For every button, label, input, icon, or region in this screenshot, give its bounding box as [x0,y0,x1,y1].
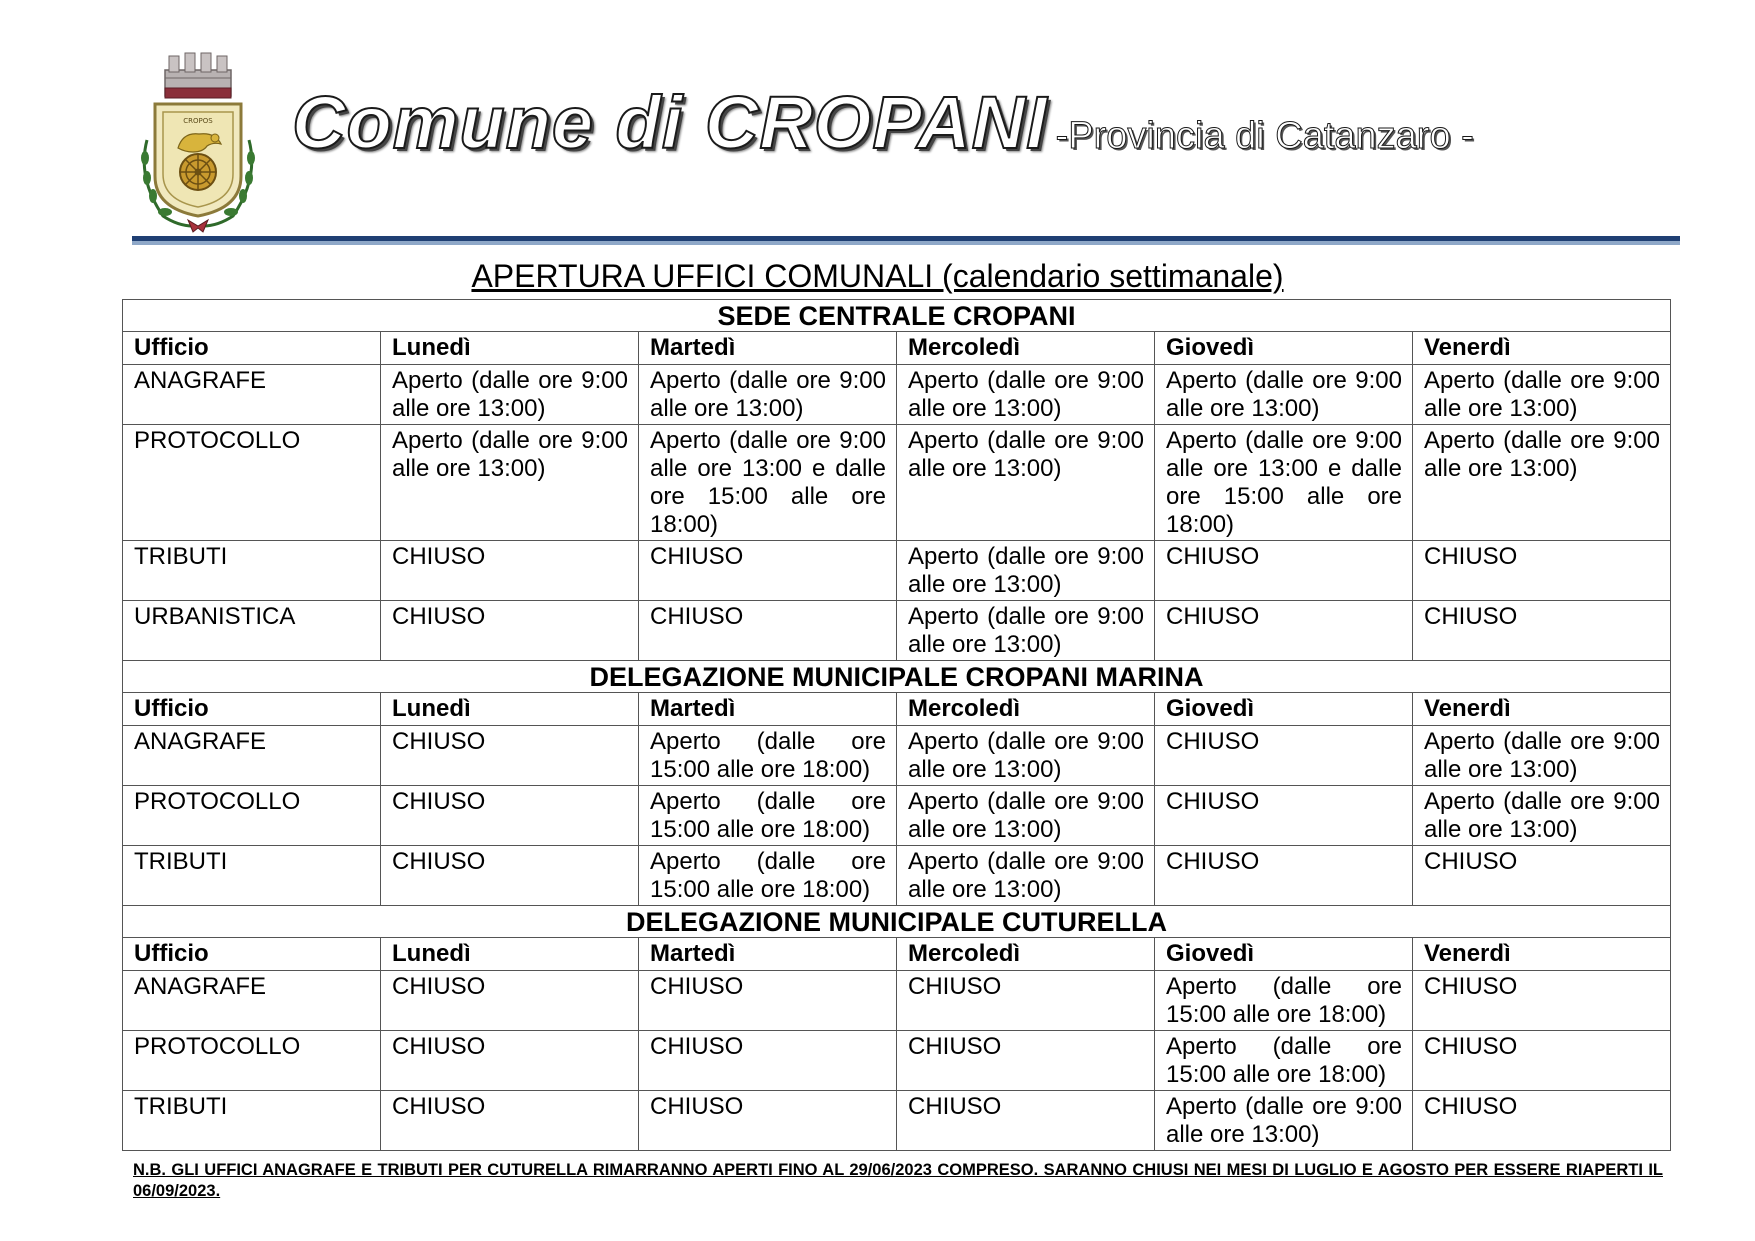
column-header-office: Ufficio [123,938,381,971]
hours-cell-martedi: CHIUSO [639,541,897,601]
office-name: PROTOCOLLO [123,786,381,846]
hours-cell-martedi: Aperto (dalle ore 15:00 alle ore 18:00) [639,726,897,786]
column-header-venerdi: Venerdì [1413,693,1671,726]
hours-cell-mercoledi: Aperto (dalle ore 9:00 alle ore 13:00) [897,365,1155,425]
hours-cell-venerdi: Aperto (dalle ore 9:00 alle ore 13:00) [1413,425,1671,541]
hours-cell-martedi: CHIUSO [639,971,897,1031]
column-header-giovedi: Giovedì [1155,693,1413,726]
column-header-mercoledi: Mercoledì [897,332,1155,365]
section-row [123,661,1671,693]
column-header-giovedi: Giovedì [1155,332,1413,365]
office-name: ANAGRAFE [123,971,381,1031]
hours-cell-lunedi: CHIUSO [381,726,639,786]
hours-cell-martedi: CHIUSO [639,1031,897,1091]
column-header-office: Ufficio [123,332,381,365]
column-header-mercoledi: Mercoledì [897,693,1155,726]
table-row [123,425,1671,541]
hours-cell-venerdi: Aperto (dalle ore 9:00 alle ore 13:00) [1413,726,1671,786]
header-divider-shadow [132,241,1680,245]
column-header-martedi: Martedì [639,332,897,365]
hours-cell-lunedi: CHIUSO [381,1031,639,1091]
hours-cell-mercoledi: Aperto (dalle ore 9:00 alle ore 13:00) [897,541,1155,601]
hours-cell-martedi: Aperto (dalle ore 15:00 alle ore 18:00) [639,846,897,906]
hours-cell-lunedi: CHIUSO [381,601,639,661]
hours-cell-giovedi: CHIUSO [1155,541,1413,601]
hours-cell-martedi: CHIUSO [639,601,897,661]
hours-cell-venerdi: Aperto (dalle ore 9:00 alle ore 13:00) [1413,786,1671,846]
hours-cell-giovedi: Aperto (dalle ore 9:00 alle ore 13:00) [1155,1091,1413,1151]
hours-cell-mercoledi: CHIUSO [897,971,1155,1031]
column-header-venerdi: Venerdì [1413,332,1671,365]
province-name: -Provincia di Catanzaro - [1055,115,1474,157]
hours-cell-venerdi: Aperto (dalle ore 9:00 alle ore 13:00) [1413,365,1671,425]
hours-cell-venerdi: CHIUSO [1413,1091,1671,1151]
column-header-office: Ufficio [123,693,381,726]
column-header-lunedi: Lunedì [381,332,639,365]
table-row [123,846,1671,906]
hours-cell-lunedi: CHIUSO [381,1091,639,1151]
hours-cell-giovedi: CHIUSO [1155,601,1413,661]
hours-cell-venerdi: CHIUSO [1413,971,1671,1031]
hours-cell-mercoledi: CHIUSO [897,1091,1155,1151]
table-row [123,541,1671,601]
hours-cell-mercoledi: CHIUSO [897,1031,1155,1091]
office-name: ANAGRAFE [123,726,381,786]
hours-cell-giovedi: Aperto (dalle ore 15:00 alle ore 18:00) [1155,971,1413,1031]
hours-cell-mercoledi: Aperto (dalle ore 9:00 alle ore 13:00) [897,846,1155,906]
office-name: URBANISTICA [123,601,381,661]
column-header-row [123,693,1671,726]
hours-cell-martedi: Aperto (dalle ore 9:00 alle ore 13:00) [639,365,897,425]
hours-cell-lunedi: CHIUSO [381,786,639,846]
column-header-lunedi: Lunedì [381,693,639,726]
hours-cell-lunedi: CHIUSO [381,846,639,906]
column-header-row [123,332,1671,365]
table-row [123,365,1671,425]
hours-cell-venerdi: CHIUSO [1413,541,1671,601]
hours-cell-venerdi: CHIUSO [1413,1031,1671,1091]
table-row [123,1091,1671,1151]
hours-cell-giovedi: Aperto (dalle ore 9:00 alle ore 13:00) [1155,365,1413,425]
column-header-martedi: Martedì [639,693,897,726]
section-row [123,300,1671,332]
hours-cell-giovedi: CHIUSO [1155,786,1413,846]
hours-cell-mercoledi: Aperto (dalle ore 9:00 alle ore 13:00) [897,726,1155,786]
hours-cell-giovedi: Aperto (dalle ore 9:00 alle ore 13:00 e dalle ore 15:00 alle ore 18:00) [1155,425,1413,541]
hours-cell-martedi: Aperto (dalle ore 15:00 alle ore 18:00) [639,786,897,846]
column-header-lunedi: Lunedì [381,938,639,971]
hours-cell-giovedi: CHIUSO [1155,846,1413,906]
hours-cell-lunedi: CHIUSO [381,541,639,601]
letterhead [0,0,1755,250]
column-header-row [123,938,1671,971]
column-header-mercoledi: Mercoledì [897,938,1155,971]
hours-cell-lunedi: Aperto (dalle ore 9:00 alle ore 13:00) [381,365,639,425]
hours-cell-venerdi: CHIUSO [1413,601,1671,661]
hours-cell-lunedi: CHIUSO [381,971,639,1031]
hours-cell-mercoledi: Aperto (dalle ore 9:00 alle ore 13:00) [897,425,1155,541]
hours-cell-venerdi: CHIUSO [1413,846,1671,906]
office-name: ANAGRAFE [123,365,381,425]
office-name: TRIBUTI [123,541,381,601]
table-row [123,971,1671,1031]
column-header-giovedi: Giovedì [1155,938,1413,971]
municipality-title [292,80,1474,165]
table-row [123,1031,1671,1091]
table-row [123,726,1671,786]
municipal-crest-icon [133,48,263,233]
section-title: DELEGAZIONE MUNICIPALE CROPANI MARINA [123,661,1671,693]
column-header-martedi: Martedì [639,938,897,971]
table-row [123,601,1671,661]
crest-motto: CROPOS [183,117,213,125]
hours-cell-giovedi: CHIUSO [1155,726,1413,786]
table-row [123,786,1671,846]
office-name: TRIBUTI [123,1091,381,1151]
office-name: PROTOCOLLO [123,425,381,541]
hours-cell-lunedi: Aperto (dalle ore 9:00 alle ore 13:00) [381,425,639,541]
section-title: DELEGAZIONE MUNICIPALE CUTURELLA [123,906,1671,938]
section-title: SEDE CENTRALE CROPANI [123,300,1671,332]
office-hours-table [122,299,1671,1151]
column-header-venerdi: Venerdì [1413,938,1671,971]
hours-cell-mercoledi: Aperto (dalle ore 9:00 alle ore 13:00) [897,601,1155,661]
office-name: PROTOCOLLO [123,1031,381,1091]
document-title: APERTURA UFFICI COMUNALI (calendario settimanale) [471,258,1284,294]
office-name: TRIBUTI [123,846,381,906]
hours-cell-giovedi: Aperto (dalle ore 15:00 alle ore 18:00) [1155,1031,1413,1091]
hours-cell-martedi: Aperto (dalle ore 9:00 alle ore 13:00 e dalle ore 15:00 alle ore 18:00) [639,425,897,541]
municipality-name: Comune di CROPANI [292,81,1048,164]
hours-cell-martedi: CHIUSO [639,1091,897,1151]
footnote: N.B. GLI UFFICI ANAGRAFE E TRIBUTI PER CUTURELLA RIMARRANNO APERTI FINO AL 29/06/2023 COMPRESO. SARANNO CHIUSI NEI MESI DI LUGLIO E AGOSTO PER ESSERE RIAPERTI IL 06/09/2023. [133,1161,1663,1200]
hours-cell-mercoledi: Aperto (dalle ore 9:00 alle ore 13:00) [897,786,1155,846]
section-row [123,906,1671,938]
